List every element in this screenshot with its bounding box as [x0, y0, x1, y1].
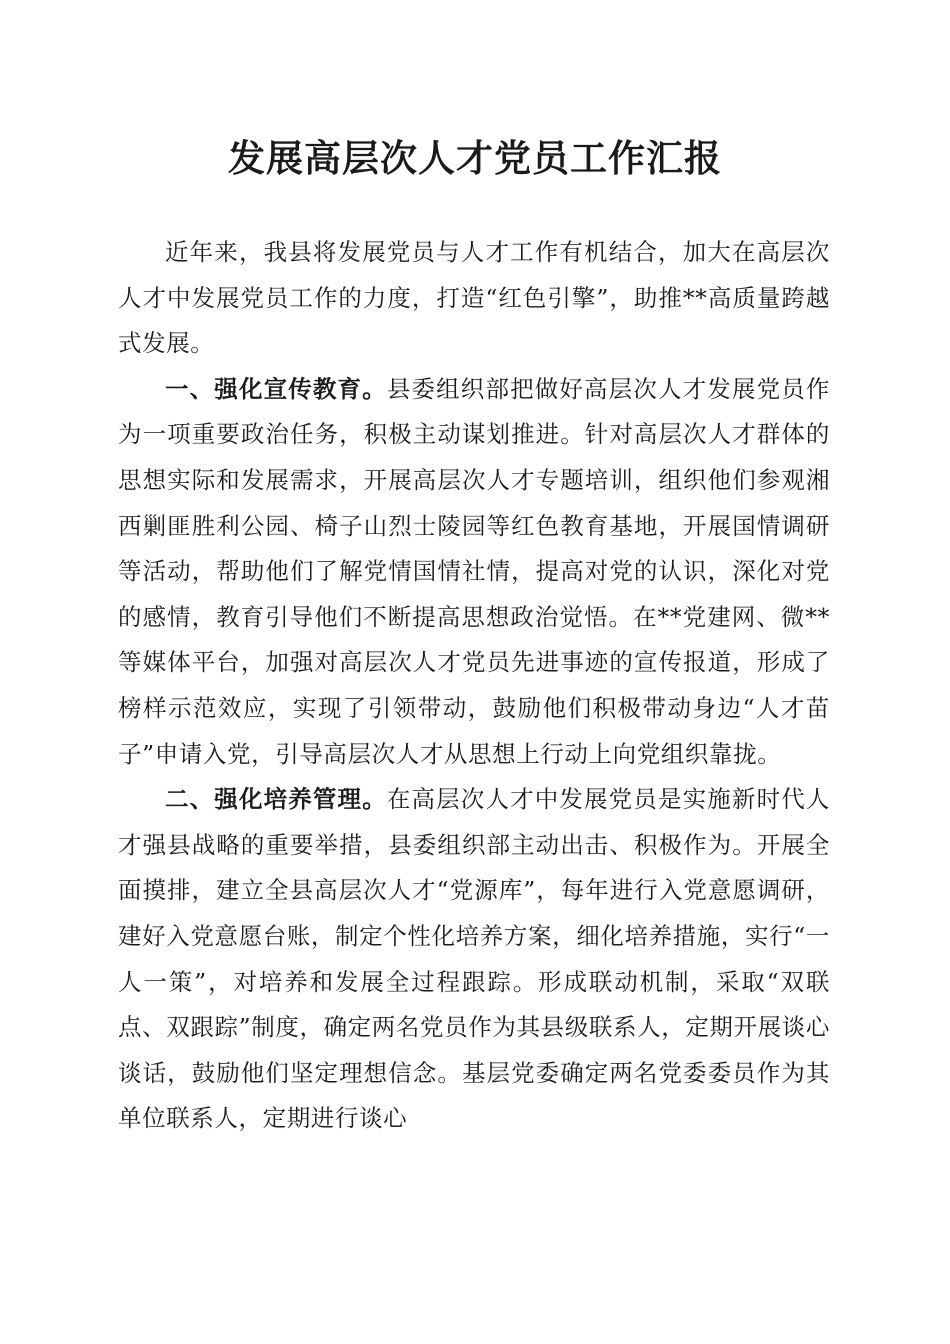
section-2-paragraph	[118, 777, 830, 1142]
document-title: 发展高层次人才党员工作汇报	[228, 136, 722, 180]
intro-text: 近年来，我县将发展党员与人才工作有机结合，加大在高层次人才中发展党员工作的力度，打造“红色引擎”，助推**高质量跨越式发展。	[118, 238, 830, 358]
document-body	[118, 230, 830, 1142]
section-1-text: 县委组织部把做好高层次人才发展党员作为一项重要政治任务，积极主动谋划推进。针对高层次人才群体的思想实际和发展需求，开展高层次人才专题培训，组织他们参观湘西剿匪胜利公园、椅子山烈士陵园等红色教育基地，开展国情调研等活动，帮助他们了解党情国情社情，提高对党的认识，深化对党的感情，教育引导他们不断提高思想政治觉悟。在**党建网、微**等媒体平台，加强对高层次人才党员先进事迹的宣传报道，形成了榜样示范效应，实现了引领带动，鼓励他们积极带动身边“人才苗子”申请入党，引导高层次人才从思想上行动上向党组织靠拢。	[118, 374, 830, 768]
section-2-heading: 二、强化培养管理。	[165, 785, 387, 814]
intro-paragraph	[118, 230, 830, 367]
section-1-paragraph	[118, 367, 830, 777]
section-1-heading: 一、强化宣传教育。	[165, 374, 387, 403]
section-2-text: 在高层次人才中发展党员是实施新时代人才强县战略的重要举措，县委组织部主动出击、积极作为。开展全面摸排，建立全县高层次人才“党源库”，每年进行入党意愿调研，建好入党意愿台账，制定个性化培养方案，细化培养措施，实行“一人一策”，对培养和发展全过程跟踪。形成联动机制，采取“双联点、双跟踪”制度，确定两名党员作为其县级联系人，定期开展谈心谈话，鼓励他们坚定理想信念。基层党委确定两名党委委员作为其单位联系人，定期进行谈心	[118, 785, 830, 1133]
